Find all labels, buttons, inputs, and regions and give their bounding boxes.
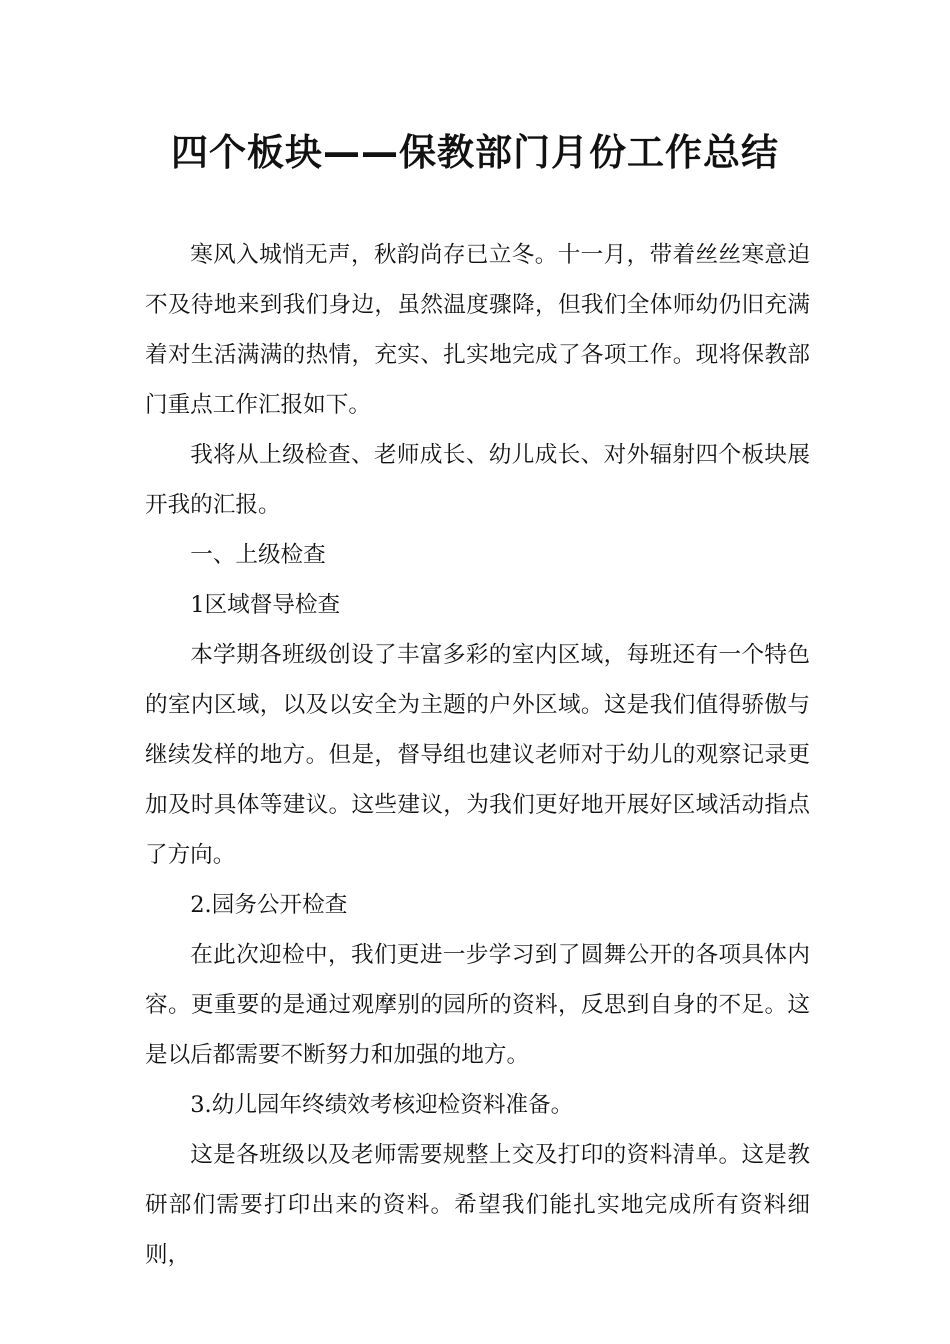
paragraph-intro: 寒风入城悄无声，秋韵尚存已立冬。十一月，带着丝丝寒意迫不及待地来到我们身边，虽然温度骤降，但我们全体师幼仍旧充满着对生活满满的热情，充实、扎实地完成了各项工作。现将保教部门重点工作汇报如下。 [145,242,810,418]
subsection-heading-3: 3.幼儿园年终绩效考核迎检资料准备。 [190,1092,574,1118]
document-title: 四个板块——保教部门月份工作总结 [171,131,779,174]
paragraph-regional-inspection: 本学期各班级创设了丰富多彩的室内区域，每班还有一个特色的室内区域，以及以安全为主题的户外区域。这是我们值得骄傲与继续发样的地方。但是，督导组也建议老师对于幼儿的观察记录更加及时具体等建议。这些建议，为我们更好地开展好区域活动指点了方向。 [145,642,810,868]
section-heading-1: 一、上级检查 [190,542,326,568]
paragraph-overview: 我将从上级检查、老师成长、幼儿成长、对外辐射四个板块展开我的汇报。 [145,442,810,518]
document-body [145,230,810,1280]
paragraph-year-end-materials: 这是各班级以及老师需要规整上交及打印的资料清单。这是教研部们需要打印出来的资料。希望我们能扎实地完成所有资料细则， [145,1142,810,1268]
subsection-heading-1: 1区域督导检查 [190,592,341,618]
paragraph-public-affairs: 在此次迎检中，我们更进一步学习到了圆舞公开的各项具体内容。更重要的是通过观摩别的园所的资料，反思到自身的不足。这是以后都需要不断努力和加强的地方。 [145,942,810,1068]
subsection-heading-2: 2.园务公开检查 [190,892,348,918]
